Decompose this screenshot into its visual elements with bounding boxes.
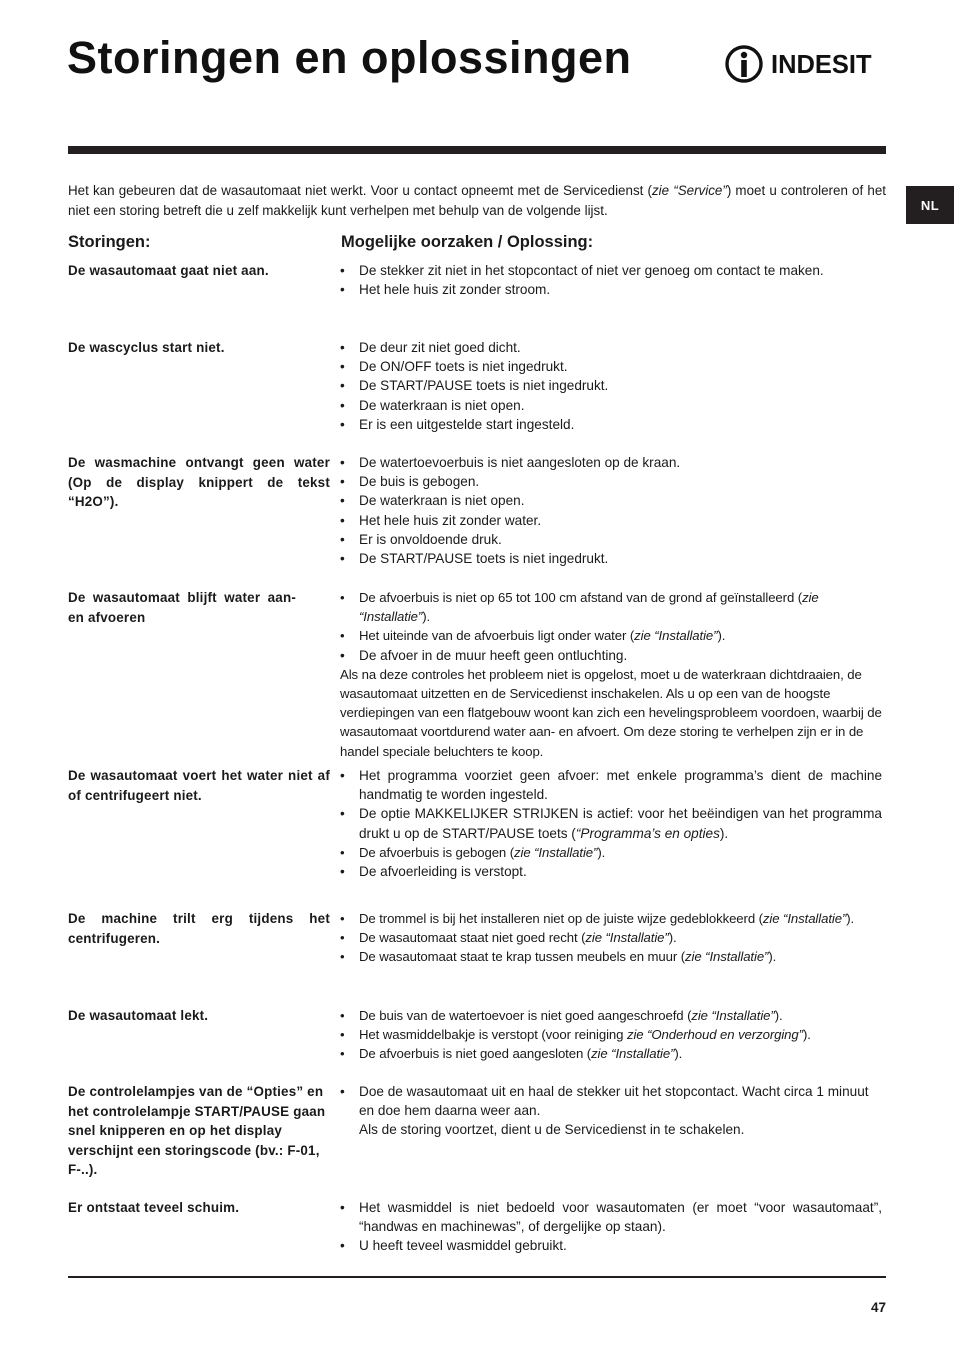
faults-header: Storingen: bbox=[68, 233, 151, 251]
fault-label: Er ontstaat teveel schuim. bbox=[68, 1200, 240, 1215]
solution-item: • De buis is gebogen. bbox=[340, 472, 882, 491]
solution-item: • De buis van de watertoevoer is niet goed aangeschroefd (zie “Installatie”). bbox=[340, 1006, 882, 1025]
solution-item: • Er is een uitgestelde start ingesteld. bbox=[340, 415, 882, 434]
intro-before: Het kan gebeuren dat de wasautomaat niet werkt. Voor u contact opneemt met de Servicedienst ( bbox=[68, 183, 652, 198]
solution-continuation: Als de storing voortzet, dient u de Servicedienst in te schakelen. bbox=[359, 1122, 745, 1138]
solution-list bbox=[340, 261, 882, 299]
manual-reference: zie “Installatie” bbox=[685, 949, 769, 965]
solution-item: • De stekker zit niet in het stopcontact of niet ver genoeg om contact te maken. bbox=[340, 261, 882, 280]
solution-list bbox=[340, 766, 882, 881]
solution-list bbox=[340, 338, 882, 434]
manual-reference: “Programma’s en opties bbox=[575, 825, 720, 841]
solution-item: • De afvoerbuis is niet goed aangesloten (zie “Installatie”). bbox=[340, 1044, 882, 1063]
manual-reference: zie “Installatie” bbox=[762, 911, 847, 926]
solution-item: • De ON/OFF toets is niet ingedrukt. bbox=[340, 357, 882, 376]
solution-item: • De waterkraan is niet open. bbox=[340, 396, 882, 415]
fault-label: De machine trilt erg tijdens het centrifugeren. bbox=[68, 911, 330, 946]
solution-item: • De START/PAUSE toets is niet ingedrukt. bbox=[340, 549, 882, 568]
fault-label: De wascyclus start niet. bbox=[68, 340, 225, 355]
fault-label: De wasautomaat blijft water aan-en afvoeren bbox=[68, 590, 296, 625]
footer-rule bbox=[68, 1276, 886, 1278]
manual-reference: zie “Onderhoud en verzorging” bbox=[626, 1027, 803, 1043]
manual-reference: zie “Installatie” bbox=[691, 1008, 775, 1023]
header-rule bbox=[68, 146, 886, 154]
solution-item: • De afvoerbuis is gebogen (zie “Installatie”). bbox=[340, 843, 882, 862]
solution-list bbox=[340, 1082, 882, 1140]
solution-item: • De waterkraan is niet open. bbox=[340, 491, 882, 510]
page-title: Storingen en oplossingen bbox=[67, 32, 632, 83]
solution-item: • De afvoerleiding is verstopt. bbox=[340, 862, 882, 881]
intro-text bbox=[68, 181, 886, 221]
fault-label: De wasautomaat gaat niet aan. bbox=[68, 263, 269, 278]
indesit-i-logo-icon bbox=[724, 44, 764, 84]
fault-label: De wasmachine ontvangt geen water (Op de display knippert de tekst “H2O”). bbox=[68, 455, 330, 510]
brand-logo bbox=[724, 44, 886, 84]
manual-reference: zie “Installatie” bbox=[634, 628, 718, 644]
solution-item: • De afvoer in de muur heeft geen ontluchting. bbox=[340, 646, 882, 665]
solution-item: • De afvoerbuis is niet op 65 tot 100 cm afstand van de grond af geïnstalleerd (zie “Installatie”). bbox=[340, 588, 882, 626]
solution-item: • Doe de wasautomaat uit en haal de stekker uit het stopcontact. Wacht circa 1 minuut en doe hem daarna weer aan. bbox=[340, 1082, 882, 1120]
solution-item: • De wasautomaat staat te krap tussen meubels en muur (zie “Installatie”). bbox=[340, 947, 882, 966]
solution-item: • De optie MAKKELIJKER STRIJKEN is actief: voor het beëindigen van het programma drukt u op de START/PAUSE toets (“Programma’s en opties). bbox=[340, 804, 882, 842]
solution-item: • De deur zit niet goed dicht. bbox=[340, 338, 882, 357]
page-number: 47 bbox=[870, 1300, 886, 1315]
manual-reference: zie “Installatie” bbox=[591, 1046, 675, 1062]
manual-reference: zie “Installatie” bbox=[359, 590, 819, 625]
solution-list bbox=[340, 1198, 882, 1256]
manual-reference: zie “Installatie” bbox=[585, 930, 669, 946]
solution-item: • De START/PAUSE toets is niet ingedrukt. bbox=[340, 376, 882, 395]
solution-item: • De trommel is bij het installeren niet op de juiste wijze gedeblokkeerd (zie “Installatie”). bbox=[340, 909, 882, 928]
solution-item: • Het wasmiddel is niet bedoeld voor wasautomaten (er moet “voor wasautomaat”, “handwas en machinewas”, of dergelijke op staan). bbox=[340, 1198, 882, 1236]
solution-item: • Het wasmiddelbakje is verstopt (voor reiniging zie “Onderhoud en verzorging”). bbox=[340, 1025, 882, 1044]
solution-list bbox=[340, 1006, 882, 1064]
fault-label: De wasautomaat lekt. bbox=[68, 1008, 209, 1023]
solution-item: • Er is onvoldoende druk. bbox=[340, 530, 882, 549]
language-tab: NL bbox=[906, 186, 954, 224]
solution-note: Als na deze controles het probleem niet is opgelost, moet u de waterkraan dichtdraaien, de wasautomaat uitzetten en de Servicedienst inschakelen. Als u op een van de hoogste verdiepingen van een flatgebouw woont kan zich een hevelingsprobleem voordoen, waarbij de wasautomaat voortdurend water aan- en afvoert. Om deze storing te verhelpen zijn er in de handel speciale beluchters te koop. bbox=[340, 666, 882, 759]
solution-item: • Het hele huis zit zonder stroom. bbox=[340, 280, 882, 299]
solution-item: • Het uiteinde van de afvoerbuis ligt onder water (zie “Installatie”). bbox=[340, 626, 882, 645]
fault-label: De controlelampjes van de “Opties” en het controlelampje START/PAUSE gaan snel knipperen en op het display verschijnt een storingscode (bv.: F-01, F-..). bbox=[68, 1084, 326, 1178]
intro-reference: zie “Service” bbox=[651, 183, 727, 198]
solution-list bbox=[340, 453, 882, 568]
fault-label: De wasautomaat voert het water niet af of centrifugeert niet. bbox=[68, 768, 330, 803]
solutions-header: Mogelijke oorzaken / Oplossing: bbox=[341, 233, 594, 251]
solution-item: • De watertoevoerbuis is niet aangesloten op de kraan. bbox=[340, 453, 882, 472]
solution-list bbox=[340, 588, 882, 761]
solution-item: • De wasautomaat staat niet goed recht (zie “Installatie”). bbox=[340, 928, 882, 947]
brand-name: INDESIT bbox=[771, 48, 872, 79]
solution-list bbox=[340, 909, 882, 967]
manual-reference: zie “Installatie” bbox=[514, 844, 598, 860]
solution-item: • Het hele huis zit zonder water. bbox=[340, 511, 882, 530]
solution-item: • Het programma voorziet geen afvoer: met enkele programma’s dient de machine handmatig te worden ingesteld. bbox=[340, 766, 882, 804]
intro-after: ) moet u controleren of het niet een storing betreft die u zelf makkelijk kunt verhelpen met behulp van de volgende lijst. bbox=[68, 183, 886, 218]
solution-item: • U heeft teveel wasmiddel gebruikt. bbox=[340, 1236, 882, 1255]
